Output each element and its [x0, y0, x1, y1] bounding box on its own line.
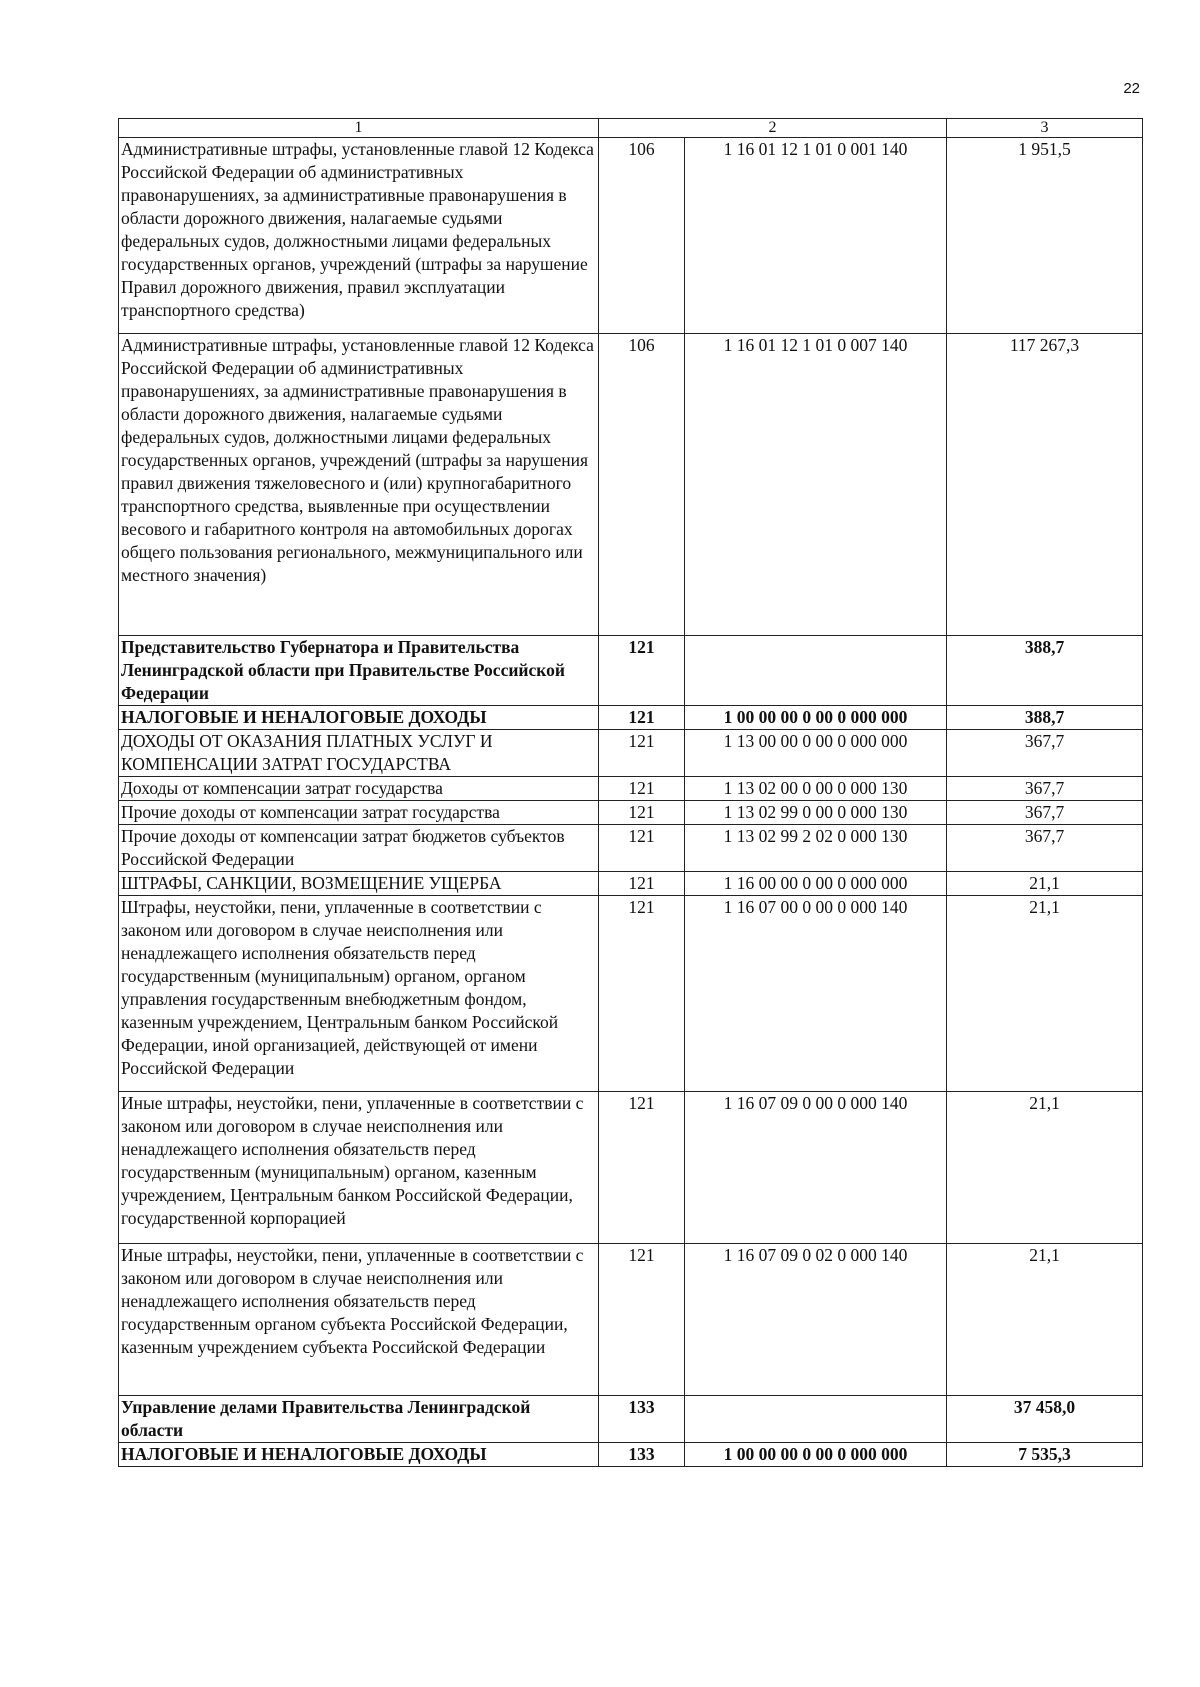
row-name: Прочие доходы от компенсации затрат государства — [119, 801, 599, 825]
page-number: 22 — [1123, 80, 1140, 97]
table-row — [119, 896, 1143, 1092]
table-row — [119, 801, 1143, 825]
row-admin-code: 133 — [599, 1443, 685, 1467]
row-admin-code: 106 — [599, 138, 685, 334]
header-col-2: 2 — [599, 119, 947, 138]
row-amount: 367,7 — [947, 825, 1143, 872]
table-row — [119, 138, 1143, 334]
header-col-3: 3 — [947, 119, 1143, 138]
table-row — [119, 777, 1143, 801]
row-name: Административные штрафы, установленные главой 12 Кодекса Российской Федерации об административных правонарушениях, за административные правонарушения в области дорожного движения, налагаемые судьями федеральных судов, должностными лицами федеральных государственных органов, учреждений (штрафы за нарушение Правил дорожного движения, правил эксплуатации транспортного средства) — [119, 138, 599, 334]
row-amount: 21,1 — [947, 1244, 1143, 1396]
table-row — [119, 1092, 1143, 1244]
row-budget-code: 1 16 00 00 0 00 0 000 000 — [685, 872, 947, 896]
row-name: ШТРАФЫ, САНКЦИИ, ВОЗМЕЩЕНИЕ УЩЕРБА — [119, 872, 599, 896]
row-amount: 7 535,3 — [947, 1443, 1143, 1467]
row-amount: 117 267,3 — [947, 334, 1143, 636]
row-budget-code: 1 16 07 09 0 00 0 000 140 — [685, 1092, 947, 1244]
table-row — [119, 872, 1143, 896]
row-admin-code: 121 — [599, 872, 685, 896]
row-admin-code: 121 — [599, 1092, 685, 1244]
row-amount: 388,7 — [947, 706, 1143, 730]
row-budget-code: 1 13 00 00 0 00 0 000 000 — [685, 730, 947, 777]
row-budget-code: 1 13 02 99 2 02 0 000 130 — [685, 825, 947, 872]
row-budget-code: 1 16 07 09 0 02 0 000 140 — [685, 1244, 947, 1396]
row-budget-code: 1 13 02 99 0 00 0 000 130 — [685, 801, 947, 825]
row-budget-code: 1 13 02 00 0 00 0 000 130 — [685, 777, 947, 801]
row-amount: 21,1 — [947, 872, 1143, 896]
table-header-row — [119, 119, 1143, 138]
row-amount: 367,7 — [947, 730, 1143, 777]
row-name: Представительство Губернатора и Правительства Ленинградской области при Правительстве Российской Федерации — [119, 636, 599, 706]
row-admin-code: 106 — [599, 334, 685, 636]
table-row — [119, 1443, 1143, 1467]
revenue-table — [118, 118, 1143, 1467]
row-amount: 21,1 — [947, 1092, 1143, 1244]
row-name: Иные штрафы, неустойки, пени, уплаченные в соответствии с законом или договором в случае неисполнения или ненадлежащего исполнения обязательств перед государственным (муниципальным) органом, казенным учреждением, Центральным банком Российской Федерации, государственной корпорацией — [119, 1092, 599, 1244]
row-admin-code: 121 — [599, 1244, 685, 1396]
row-amount: 1 951,5 — [947, 138, 1143, 334]
table-row — [119, 636, 1143, 706]
table-row — [119, 706, 1143, 730]
row-admin-code: 121 — [599, 801, 685, 825]
row-name: Прочие доходы от компенсации затрат бюджетов субъектов Российской Федерации — [119, 825, 599, 872]
row-admin-code: 121 — [599, 825, 685, 872]
row-name: НАЛОГОВЫЕ И НЕНАЛОГОВЫЕ ДОХОДЫ — [119, 706, 599, 730]
row-name: НАЛОГОВЫЕ И НЕНАЛОГОВЫЕ ДОХОДЫ — [119, 1443, 599, 1467]
row-name: Штрафы, неустойки, пени, уплаченные в соответствии с законом или договором в случае неисполнения или ненадлежащего исполнения обязательств перед государственным (муниципальным) органом, органом управления государственным внебюджетным фондом, казенным учреждением, Центральным банком Российской Федерации, иной организацией, действующей от имени Российской Федерации — [119, 896, 599, 1092]
row-budget-code: 1 16 07 00 0 00 0 000 140 — [685, 896, 947, 1092]
row-budget-code: 1 00 00 00 0 00 0 000 000 — [685, 1443, 947, 1467]
row-name: Административные штрафы, установленные главой 12 Кодекса Российской Федерации об административных правонарушениях, за административные правонарушения в области дорожного движения, налагаемые судьями федеральных судов, должностными лицами федеральных государственных органов, учреждений (штрафы за нарушения правил движения тяжеловесного и (или) крупногабаритного транспортного средства, выявленные при осуществлении весового и габаритного контроля на автомобильных дорогах общего пользования регионального, межмуниципального или местного значения) — [119, 334, 599, 636]
table-row — [119, 334, 1143, 636]
row-admin-code: 133 — [599, 1396, 685, 1443]
row-amount: 21,1 — [947, 896, 1143, 1092]
row-admin-code: 121 — [599, 896, 685, 1092]
table-row — [119, 825, 1143, 872]
row-budget-code — [685, 1396, 947, 1443]
row-name: Иные штрафы, неустойки, пени, уплаченные в соответствии с законом или договором в случае неисполнения или ненадлежащего исполнения обязательств перед государственным органом субъекта Российской Федерации, казенным учреждением субъекта Российской Федерации — [119, 1244, 599, 1396]
row-budget-code: 1 00 00 00 0 00 0 000 000 — [685, 706, 947, 730]
row-admin-code: 121 — [599, 777, 685, 801]
table-row — [119, 730, 1143, 777]
header-col-1: 1 — [119, 119, 599, 138]
row-budget-code — [685, 636, 947, 706]
table-row — [119, 1244, 1143, 1396]
row-name: Доходы от компенсации затрат государства — [119, 777, 599, 801]
row-amount: 37 458,0 — [947, 1396, 1143, 1443]
row-admin-code: 121 — [599, 706, 685, 730]
table-row — [119, 1396, 1143, 1443]
row-name: Управление делами Правительства Ленинградской области — [119, 1396, 599, 1443]
row-budget-code: 1 16 01 12 1 01 0 001 140 — [685, 138, 947, 334]
row-admin-code: 121 — [599, 636, 685, 706]
row-name: ДОХОДЫ ОТ ОКАЗАНИЯ ПЛАТНЫХ УСЛУГ И КОМПЕНСАЦИИ ЗАТРАТ ГОСУДАРСТВА — [119, 730, 599, 777]
row-amount: 367,7 — [947, 801, 1143, 825]
row-amount: 388,7 — [947, 636, 1143, 706]
row-amount: 367,7 — [947, 777, 1143, 801]
row-admin-code: 121 — [599, 730, 685, 777]
row-budget-code: 1 16 01 12 1 01 0 007 140 — [685, 334, 947, 636]
